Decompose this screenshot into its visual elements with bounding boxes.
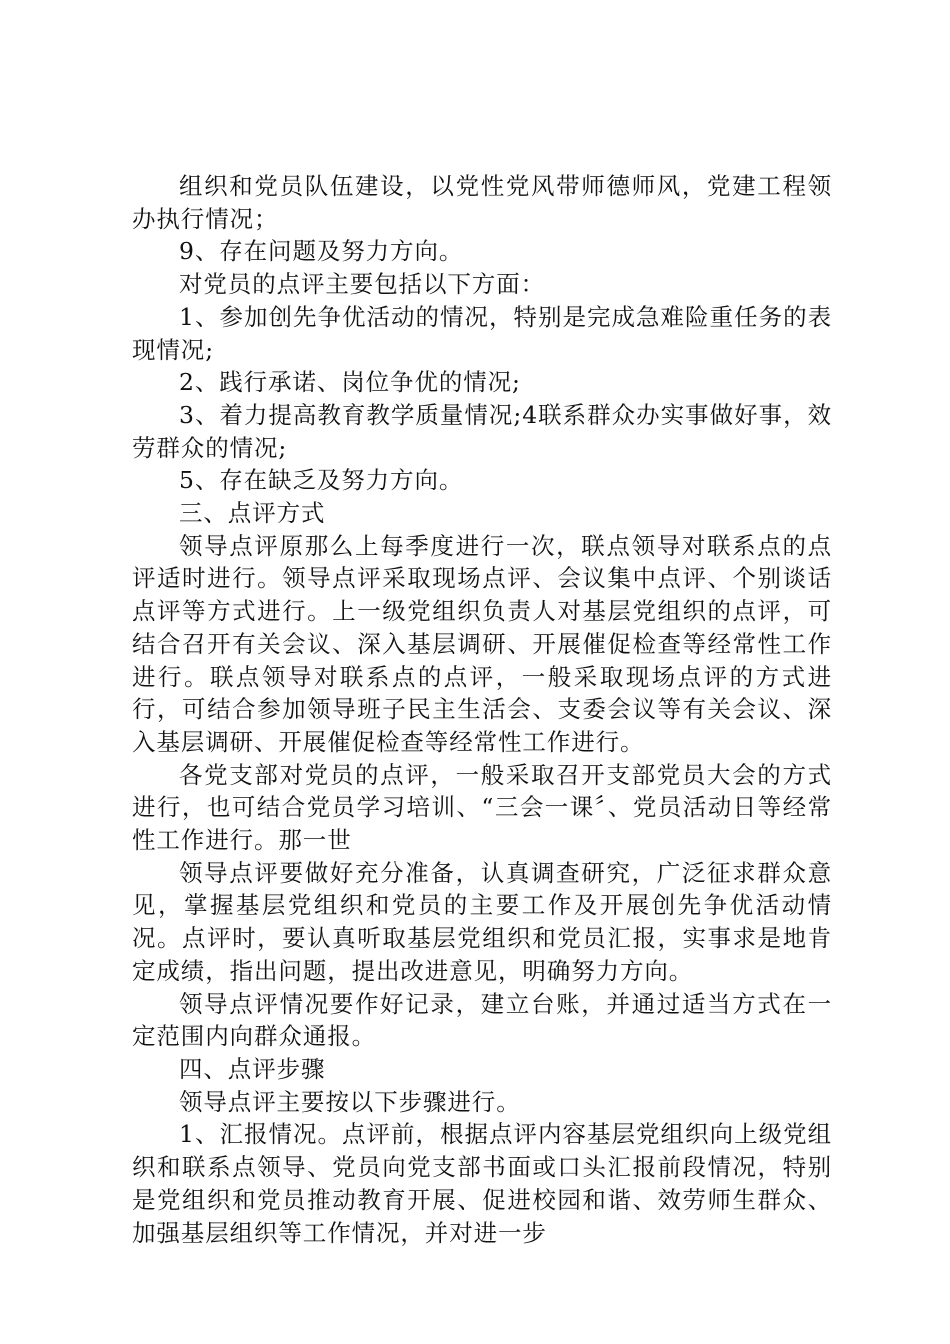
paragraph: 1、参加创先争优活动的情况，特别是完成急难险重任务的表现情况; [132,302,832,364]
section-heading: 三、点评方式 [179,499,326,528]
paragraph: 9、存在问题及努力方向。 [179,237,464,266]
section-heading: 四、点评步骤 [179,1054,326,1083]
document-body [132,170,832,1249]
paragraph: 领导点评原那么上每季度进行一次，联点领导对联系点的点评适时进行。领导点评采取现场点评、会议集中点评、个别谈话点评等方式进行。上一级党组织负责人对基层党组织的点评，可结合召开有关会议、深入基层调研、开展催促检查等经常性工作进行。联点领导对联系点的点评，一般采取现场点评的方式进行，可结合参加领导班子民主生活会、支委会议等有关会议、深入基层调研、开展催促检查等经常性工作进行。 [132,531,832,756]
paragraph: 领导点评主要按以下步骤进行。 [179,1087,521,1116]
paragraph: 领导点评情况要作好记录，建立台账，并通过适当方式在一定范围内向群众通报。 [132,989,832,1051]
paragraph: 5、存在缺乏及努力方向。 [179,466,464,495]
paragraph: 3、着力提高教育教学质量情况;4联系群众办实事做好事，效劳群众的情况; [132,400,832,462]
paragraph: 组织和党员队伍建设，以党性党风带师德师风，党建工程领办执行情况； [132,172,832,233]
paragraph: 对党员的点评主要包括以下方面： [179,270,545,299]
paragraph: 2、践行承诺、岗位争优的情况; [179,368,521,397]
paragraph: 领导点评要做好充分准备，认真调查研究，广泛征求群众意见，掌握基层党组织和党员的主要工作及开展创先争优活动情况。点评时，要认真听取基层党组织和党员汇报，实事求是地肯定成绩，指出问题，提出改进意见，明确努力方向。 [132,858,832,985]
paragraph: 1、汇报情况。点评前，根据点评内容基层党组织向上级党组织和联系点领导、党员向党支部书面或口头汇报前段情况，特别是党组织和党员推动教育开展、促进校园和谐、效劳师生群众、加强基层组织等工作情况，并对进一步 [132,1120,832,1247]
paragraph: 各党支部对党员的点评，一般采取召开支部党员大会的方式进行，也可结合党员学习培训、“三会一课〞、党员活动日等经常性工作进行。那一世 [132,760,832,855]
